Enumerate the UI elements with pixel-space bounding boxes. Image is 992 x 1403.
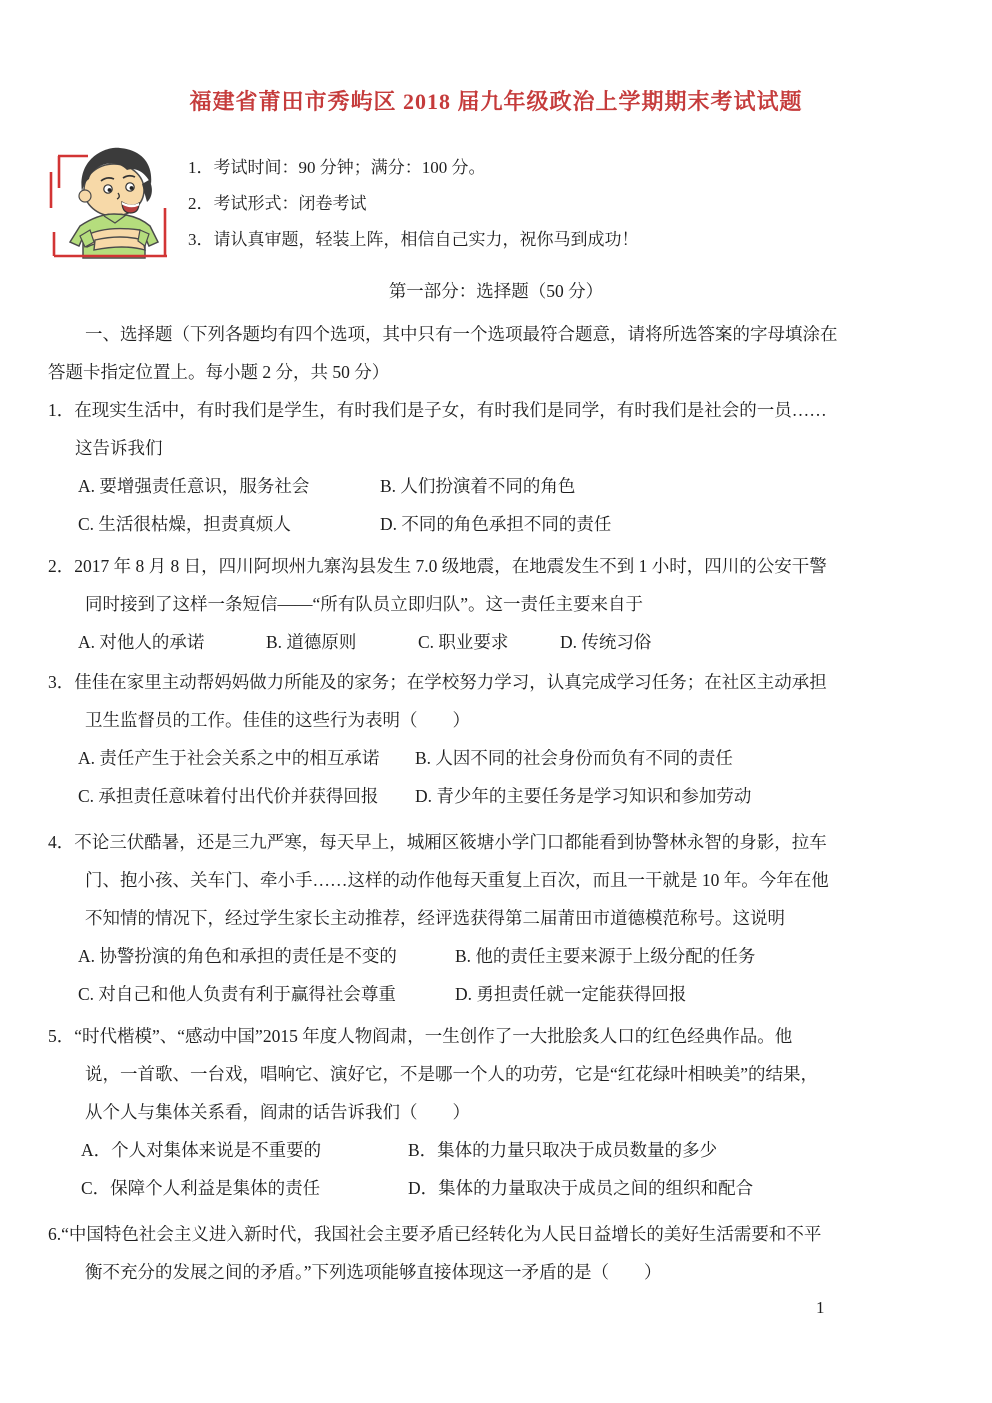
question-stem-line: 衡不充分的发展之间的矛盾。”下列选项能够直接体现这一矛盾的是（ ）: [85, 1262, 662, 1282]
option-a: A. 责任产生于社会关系之中的相互承诺: [78, 748, 380, 768]
cartoon-boy-icon: [48, 144, 172, 264]
option-row: [48, 937, 944, 975]
option-c: C. 对自己和他人负责有利于赢得社会尊重: [78, 984, 396, 1004]
question-6: [48, 1215, 944, 1291]
option-b: B. 人因不同的社会身份而负有不同的责任: [415, 748, 733, 768]
question-stem-line: 3．佳佳在家里主动帮妈妈做力所能及的家务；在学校努力学习，认真完成学习任务；在社区主动承担: [48, 672, 827, 692]
question-stem-line: 同时接到了这样一条短信——“所有队员立即归队”。这一责任主要来自于: [85, 594, 644, 614]
option-b: B. 人们扮演着不同的角色: [380, 476, 576, 496]
question-stem-line: 不知情的情况下，经过学生家长主动推荐，经评选获得第二届莆田市道德模范称号。这说明: [85, 908, 785, 928]
page-title: 福建省莆田市秀屿区 2018 届九年级政治上学期期末考试试题: [189, 89, 803, 114]
question-3: [48, 663, 944, 815]
option-row: [48, 739, 944, 777]
option-row: [48, 623, 944, 661]
notice-box: [48, 144, 944, 264]
option-d: D. 勇担责任就一定能获得回报: [455, 984, 687, 1004]
question-4: [48, 823, 944, 1013]
option-b: B. 他的责任主要来源于上级分配的任务: [455, 946, 756, 966]
option-c: C. 职业要求: [418, 632, 509, 652]
option-d: D. 传统习俗: [560, 632, 652, 652]
option-c: C. 生活很枯燥，担责真烦人: [78, 514, 291, 534]
question-5: [48, 1017, 944, 1207]
cartoon-boy-illustration: [48, 144, 172, 264]
question-stem-line: 从个人与集体关系看，阎肃的话告诉我们（ ）: [85, 1102, 470, 1122]
option-b: B. 道德原则: [266, 632, 357, 652]
option-b: B．集体的力量只取决于成员数量的多少: [408, 1140, 718, 1160]
option-a: A．个人对集体来说是不重要的: [81, 1140, 322, 1160]
option-row: [48, 467, 944, 505]
option-c: C．保障个人利益是集体的责任: [81, 1178, 321, 1198]
question-stem-line: 说，一首歌、一台戏，唱响它、演好它，不是哪一个人的功劳，它是“红花绿叶相映美”的结果，: [85, 1064, 819, 1084]
option-a: A. 对他人的承诺: [78, 632, 205, 652]
option-row: [48, 1169, 944, 1207]
option-row: [48, 975, 944, 1013]
intro-line-1: 一、选择题（下列各题均有四个选项，其中只有一个选项最符合题意，请将所选答案的字母填涂在: [85, 324, 838, 344]
option-row: [48, 1131, 944, 1169]
question-stem-line: 2．2017 年 8 月 8 日，四川阿坝州九寨沟县发生 7.0 级地震，在地震发生不到 1 小时，四川的公安干警: [48, 556, 827, 576]
notice-line-3: 3．请认真审题，轻装上阵，相信自己实力，祝你马到成功！: [188, 230, 639, 249]
option-d: D. 不同的角色承担不同的责任: [380, 514, 612, 534]
option-a: A. 要增强责任意识，服务社会: [78, 476, 310, 496]
option-c: C. 承担责任意味着付出代价并获得回报: [78, 786, 379, 806]
option-row: [48, 777, 944, 815]
page-number: 1: [816, 1298, 825, 1317]
question-stem-line: 5．“时代楷模”、“感动中国”2015 年度人物阎肃，一生创作了一大批脍炙人口的红色经典作品。他: [48, 1026, 793, 1046]
question-stem-line: 这告诉我们: [75, 438, 163, 458]
option-row: [48, 505, 944, 543]
notice-line-2: 2．考试形式：闭卷考试: [188, 194, 367, 213]
option-a: A. 协警扮演的角色和承担的责任是不变的: [78, 946, 397, 966]
question-stem-line: 卫生监督员的工作。佳佳的这些行为表明（ ）: [85, 710, 470, 730]
option-d: D. 青少年的主要任务是学习知识和参加劳动: [415, 786, 752, 806]
question-stem-line: 1．在现实生活中，有时我们是学生，有时我们是子女，有时我们是同学，有时我们是社会的一员……: [48, 400, 827, 420]
question-stem-line: 4．不论三伏酷暑，还是三九严寒，每天早上，城厢区筱塘小学门口都能看到协警林永智的身影，拉车: [48, 832, 827, 852]
notice-lines: [188, 144, 639, 258]
intro-line-2: 答题卡指定位置上。每小题 2 分，共 50 分）: [48, 362, 390, 382]
question-1: [48, 391, 944, 543]
option-d: D．集体的力量取决于成员之间的组织和配合: [408, 1178, 754, 1198]
section-intro: [48, 315, 944, 391]
question-stem-line: 门、抱小孩、关车门、牵小手……这样的动作他每天重复上百次，而且一干就是 10 年。今年在他: [85, 870, 829, 890]
section-heading: 第一部分：选择题（50 分）: [388, 281, 604, 301]
question-stem-line: 6.“中国特色社会主义进入新时代，我国社会主要矛盾已经转化为人民日益增长的美好生活需要和不平: [48, 1224, 822, 1244]
question-2: [48, 547, 944, 661]
notice-line-1: 1．考试时间：90 分钟；满分：100 分。: [188, 158, 486, 177]
